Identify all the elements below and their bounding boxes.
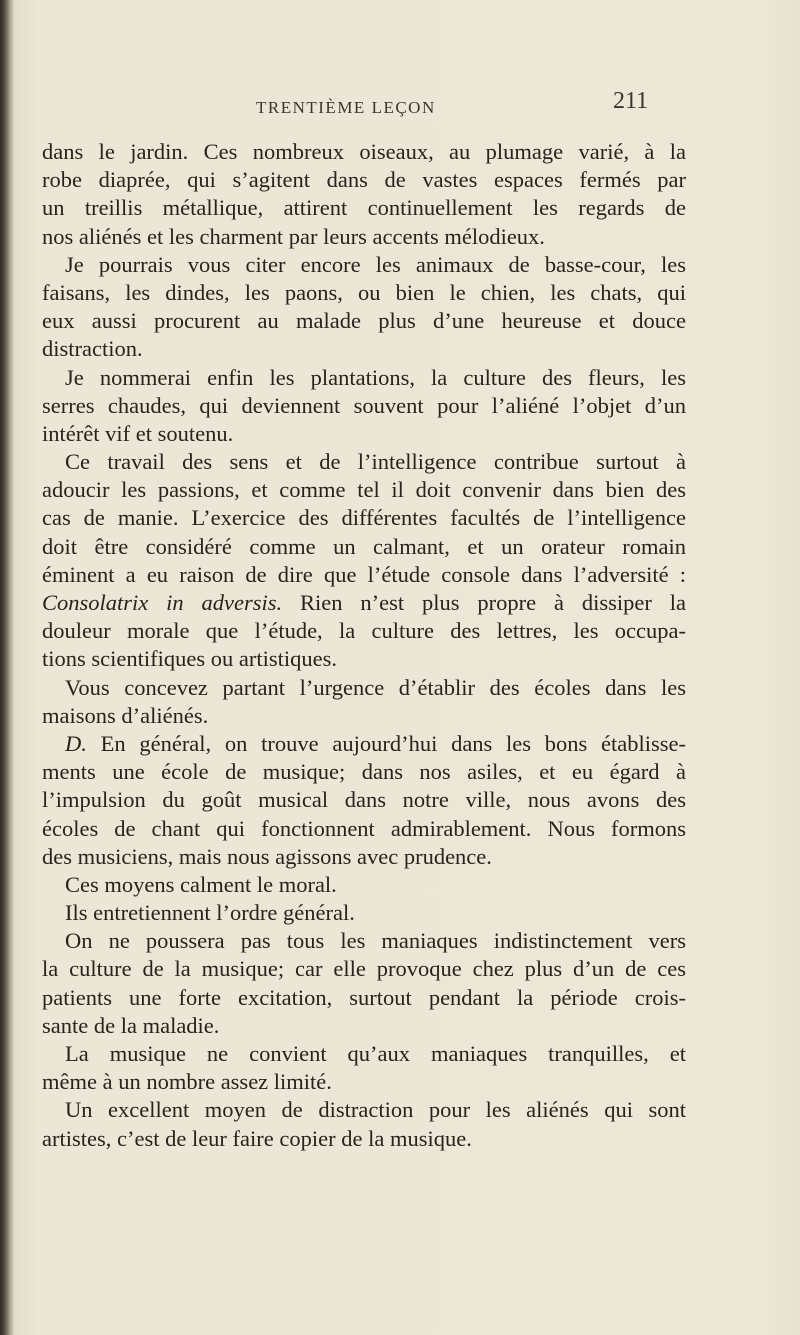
body-text [42,138,686,1153]
text-line: Vous concevez partant l’urgence d’établir des écoles dans les [65,674,686,700]
text-line: intérêt vif et soutenu. [42,420,234,446]
text-line: artistes, c’est de leur faire copier de la musique. [42,1125,472,1151]
text-line: même à un nombre assez limité. [42,1069,332,1095]
text-line: des musiciens, mais nous agissons avec prudence. [42,843,492,869]
text-line: maisons d’aliénés. [42,702,209,728]
text-run: En général, on trouve aujourd’hui dans les bons établisse- [86,730,686,756]
text-line: Ils entretiennent l’ordre général. [65,900,355,926]
page-number: 211 [613,88,649,114]
binding-shadow [0,0,14,1335]
text-line [42,730,686,758]
text-line: Je nommerai enfin les plantations, la culture des fleurs, les [65,364,686,390]
italic-text: D. [65,730,87,756]
text-line: tions scientifiques ou artistiques. [42,646,337,672]
text-line: l’impulsion du goût musical dans notre ville, nous avons des [42,787,686,813]
text-line: doit être considéré comme un calmant, et un orateur romain [42,533,686,559]
text-line: cas de manie. L’exercice des différentes facultés de l’intelligence [42,505,686,531]
text-line: dans le jardin. Ces nombreux oiseaux, au plumage varié, à la [42,139,686,164]
text-line: serres chaudes, qui deviennent souvent pour l’aliéné l’objet d’un [42,392,686,418]
text-line: sante de la maladie. [42,1012,220,1038]
text-line: robe diaprée, qui s’agitent dans de vastes espaces fermés par [42,167,686,193]
text-line: écoles de chant qui fonctionnent admirablement. Nous formons [42,815,686,841]
text-line: faisans, les dindes, les paons, ou bien le chien, les chats, qui [42,279,686,305]
text-line: un treillis métallique, attirent continuellement les regards de [42,195,686,221]
text-line: patients une forte excitation, surtout pendant la période crois- [42,984,686,1010]
italic-text: Consolatrix in adversis. [42,590,283,615]
text-line: Un excellent moyen de distraction pour les aliénés qui sont [65,1097,686,1123]
text-line: adoucir les passions, et comme tel il doit convenir dans bien des [42,477,686,503]
text-line: eux aussi procurent au malade plus d’une heureuse et douce [42,308,686,334]
text-line [42,589,686,617]
text-line: Je pourrais vous citer encore les animaux de basse-cour, les [65,251,686,277]
text-line: douleur morale que l’étude, la culture des lettres, les occupa- [42,618,686,644]
text-run: Rien n’est plus propre à dissiper la [282,590,686,615]
text-line: ments une école de musique; dans nos asiles, et eu égard à [42,759,686,785]
text-line: la culture de la musique; car elle provoque chez plus d’un de ces [42,956,686,982]
text-line: On ne poussera pas tous les maniaques indistinctement vers [65,928,686,954]
text-line: distraction. [42,336,143,362]
text-line: Ces moyens calment le moral. [65,871,337,897]
running-head: TRENTIÈME LEÇON [256,98,436,117]
text-line: éminent a eu raison de dire que l’étude console dans l’adversité : [42,561,686,587]
text-line: Ce travail des sens et de l’intelligence contribue surtout à [65,449,686,475]
text-line: nos aliénés et les charment par leurs accents mélodieux. [42,223,545,249]
text-line: La musique ne convient qu’aux maniaques tranquilles, et [65,1041,686,1066]
